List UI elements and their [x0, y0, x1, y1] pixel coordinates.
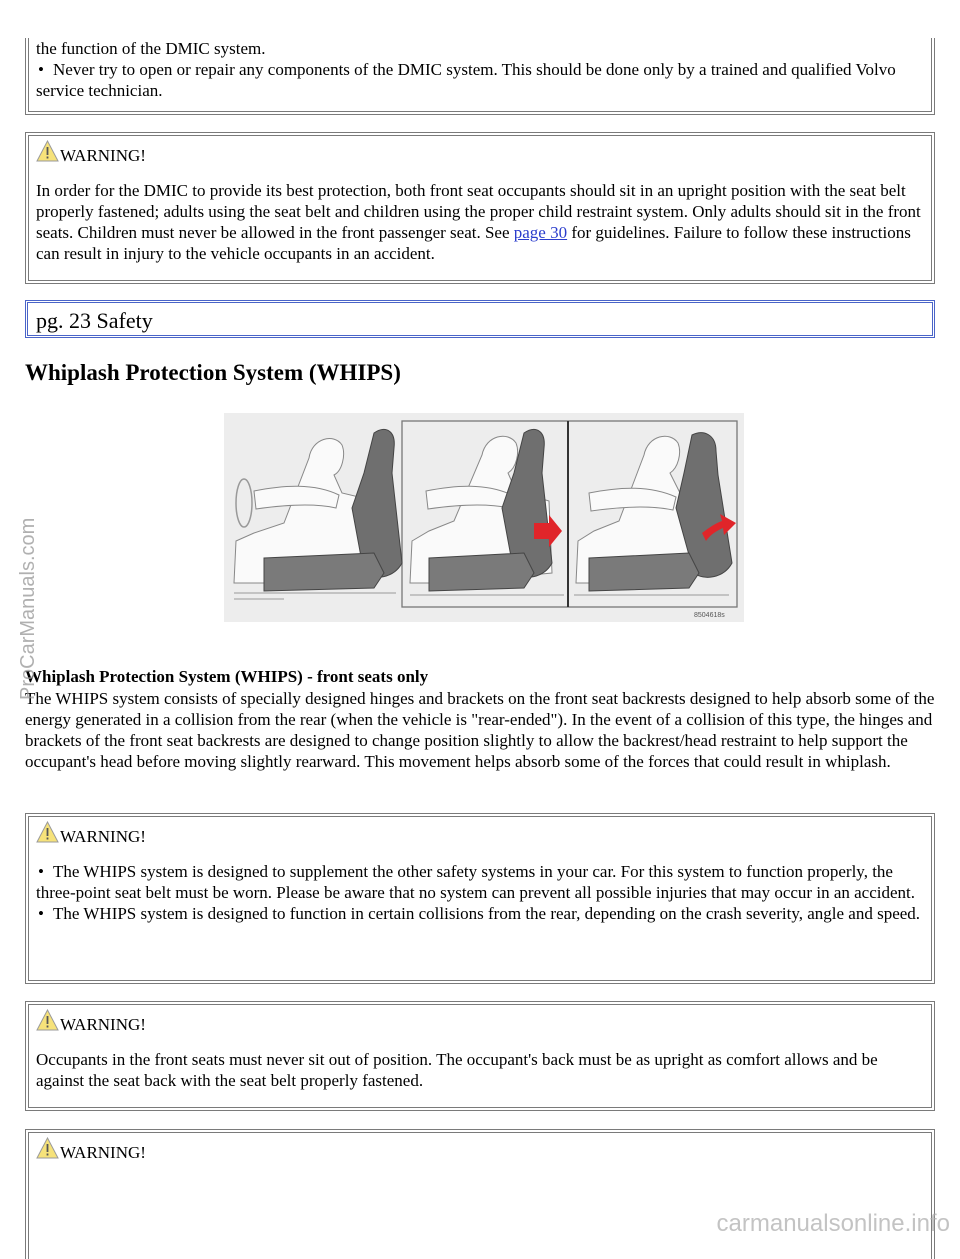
warning-box-position	[25, 1001, 935, 1111]
bullet-icon: •	[38, 60, 44, 79]
warning-title: WARNING!	[60, 1015, 146, 1034]
warning-triangle-icon	[36, 1009, 59, 1031]
warning-header	[36, 825, 924, 847]
dmic-bullet-list	[36, 59, 924, 101]
warning-bullet-text: The WHIPS system is designed to supplement the other safety systems in your car. For this system to function properly, the three-point seat belt must be worn. Please be aware that no system can prevent all possible injuries that may occur in an accident.	[36, 862, 915, 902]
warning-dmic-text-a: In order for the DMIC to provide its best protection, both front seat occupants should sit in an upright position with the seat belt properly fastened; adults using the seat belt and children using the proper child restraint system. Only adults should sit in the front seats. Children must never be allowed in the front passenger seat. See	[36, 181, 921, 242]
warning-triangle-icon	[36, 821, 59, 843]
page-header: pg. 23 Safety	[36, 308, 153, 333]
bullet-icon: •	[38, 862, 44, 881]
warning-title: WARNING!	[60, 146, 146, 165]
warning-header	[36, 1141, 924, 1163]
warning-bullet-item	[36, 903, 924, 924]
page-header-box	[25, 300, 935, 338]
warning-dmic-text-b: for guidelines. Failure to follow these instructions can result in injury to the vehicle occupants in an accident.	[36, 223, 911, 263]
warning-box-cutoff	[25, 1129, 935, 1259]
warning-header	[36, 144, 924, 166]
figure-code: 8504618s	[694, 612, 725, 619]
warning-box-whips-supplement	[25, 813, 935, 984]
dmic-continuation-box	[25, 38, 935, 115]
warning-bullet-item	[36, 861, 924, 903]
whips-seat-svg	[224, 413, 744, 622]
bullet-icon: •	[38, 904, 44, 923]
warning-title: WARNING!	[60, 1143, 146, 1162]
warning-bullet-text: The WHIPS system is designed to function in certain collisions from the rear, depending on the crash severity, angle and speed.	[53, 904, 921, 923]
warning-triangle-icon	[36, 1137, 59, 1159]
warning-whips-bullets	[36, 861, 924, 924]
whips-description: The WHIPS system consists of specially designed hinges and brackets on the front seat backrests designed to help absorb some of the energy generated in a collision from the rear (when the vehicle is "rear-ended"). In the event of a collision of this type, the hinges and brackets of the front seat backrests are designed to change position slightly to allow the backrest/head restraint to help support the occupant's head before moving slightly rearward. This movement helps absorb some of the forces that could result in whiplash.	[25, 689, 935, 771]
section-title: Whiplash Protection System (WHIPS)	[25, 360, 401, 385]
whips-seat-illustration	[224, 413, 744, 622]
warning-box-dmic	[25, 132, 935, 284]
dmic-continuation-text: the function of the DMIC system.	[36, 39, 266, 58]
bottom-watermark: carmanualsonline.info	[716, 1210, 950, 1237]
side-watermark: ProCarManuals.com	[17, 517, 39, 700]
page-30-link[interactable]: page 30	[513, 223, 568, 242]
dmic-bullet-text: Never try to open or repair any components of the DMIC system. This should be done only by a trained and qualified Volvo service technician.	[36, 60, 896, 100]
warning-dmic-text	[36, 180, 924, 264]
figure-caption-title: Whiplash Protection System (WHIPS) - front seats only	[25, 667, 429, 686]
dmic-bullet-item	[36, 59, 924, 101]
warning-triangle-icon	[36, 140, 59, 162]
warning-header	[36, 1013, 924, 1035]
warning-title: WARNING!	[60, 827, 146, 846]
warning-position-text: Occupants in the front seats must never sit out of position. The occupant's back must be as upright as comfort allows and be against the seat back with the seat belt properly fastened.	[36, 1050, 878, 1090]
